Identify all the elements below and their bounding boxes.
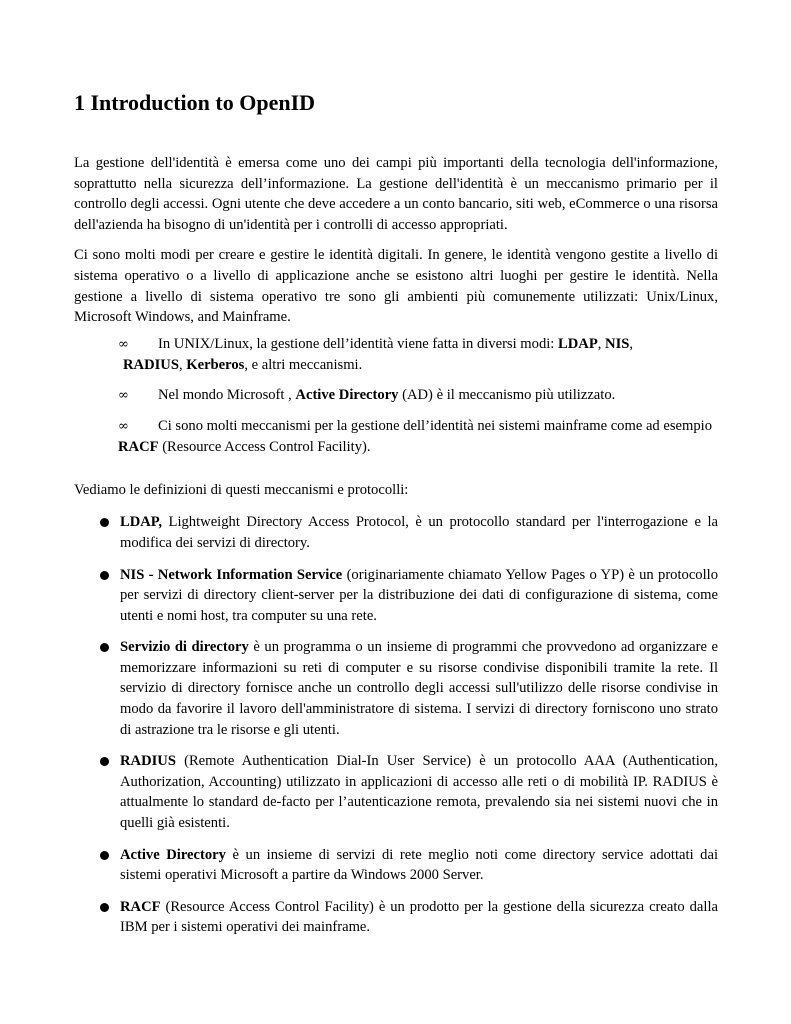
identity-paragraph: Ci sono molti modi per creare e gestire le identità digitali. In genere, le identità vengono gestite a livello di sistema operativo o a livello di applicazione anche se esistono altri luoghi per gestire le identità. Nella gestione a livello di sistema operativo tre sono gli ambienti più comunemente utilizzati: Unix/Linux, Microsoft Windows, and Mainframe. <box>74 247 718 326</box>
definitions-list <box>74 512 718 938</box>
bullet-icon <box>100 757 109 766</box>
list-item-unix: ∞ In UNIX/Linux, la gestione dell’identità viene fatta in diversi modi: LDAP, NIS, RADIUS, Kerberos, e altri meccanismi. <box>118 335 634 374</box>
infinity-bullet-icon: ∞ <box>118 387 129 403</box>
section-heading: 1 Introduction to OpenID <box>74 90 316 115</box>
infinity-bullet-icon: ∞ <box>118 336 129 352</box>
list-item-mainframe: ∞ Ci sono molti meccanismi per la gestione dell’identità nei sistemi mainframe come ad esempio RACF (Resource Access Control Facility). <box>118 417 713 456</box>
bullet-icon <box>100 571 109 580</box>
definition-directory-service: Servizio di directory è un programma o un insieme di programmi che provvedono ad organizzare e memorizzare informazioni su reti di computer e su risorse condivise disponibili tramite la rete. Il servizio di directory fornisce anche un controllo degli accessi sull'utilizzo delle risorse condivise in modo da favorire il lavoro dell'amministratore di sistema. I servizi di directory forniscono uno strato di astrazione tra le risorse e gli utenti. <box>74 637 718 740</box>
os-environments-list <box>118 334 718 458</box>
definition-nis: NIS - Network Information Service (originariamente chiamato Yellow Pages o YP) è un protocollo per servizi di directory client-server per la distribuzione dei dati di configurazione di sistema, come utenti e nomi host, tra computer su una rete. <box>74 565 718 627</box>
bullet-icon <box>100 851 109 860</box>
bullet-icon <box>100 903 109 912</box>
intro-paragraph: La gestione dell'identità è emersa come uno dei campi più importanti della tecnologia dell'informazione, soprattutto nella sicurezza dell’informazione. La gestione dell'identità è un meccanismo primario per il controllo degli accessi. Ogni utente che deve accedere a un conto bancario, siti web, eCommerce o una risorsa dell'azienda ha bisogno di un'identità per i controlli di accesso appropriati. <box>74 155 718 233</box>
bullet-icon <box>100 518 109 527</box>
definition-racf: RACF (Resource Access Control Facility) è un prodotto per la gestione della sicurezza creato dalla IBM per i sistemi operativi dei mainframe. <box>74 897 718 938</box>
infinity-bullet-icon: ∞ <box>118 418 129 434</box>
definitions-intro: Vediamo le definizioni di questi meccanismi e protocolli: <box>74 481 409 498</box>
definition-radius: RADIUS (Remote Authentication Dial-In User Service) è un protocollo AAA (Authentication, Authorization, Accounting) utilizzato in applicazioni di accesso alle reti o di mobilità IP. RADIUS è attualmente lo standard de-facto per l’autenticazione remota, prevalendo sia nei sistemi nuovi che in quelli già esistenti. <box>74 751 718 833</box>
document-content <box>74 88 718 949</box>
bullet-icon <box>100 643 109 652</box>
definition-ldap: LDAP, Lightweight Directory Access Protocol, è un protocollo standard per l'interrogazione e la modifica dei servizi di directory. <box>74 512 718 553</box>
definition-active-directory: Active Directory è un insieme di servizi di rete meglio noti come directory service adottati dai sistemi operativi Microsoft a partire da Windows 2000 Server. <box>74 845 718 886</box>
list-item-microsoft: ∞ Nel mondo Microsoft , Active Directory (AD) è il meccanismo più utilizzato. <box>118 385 718 407</box>
